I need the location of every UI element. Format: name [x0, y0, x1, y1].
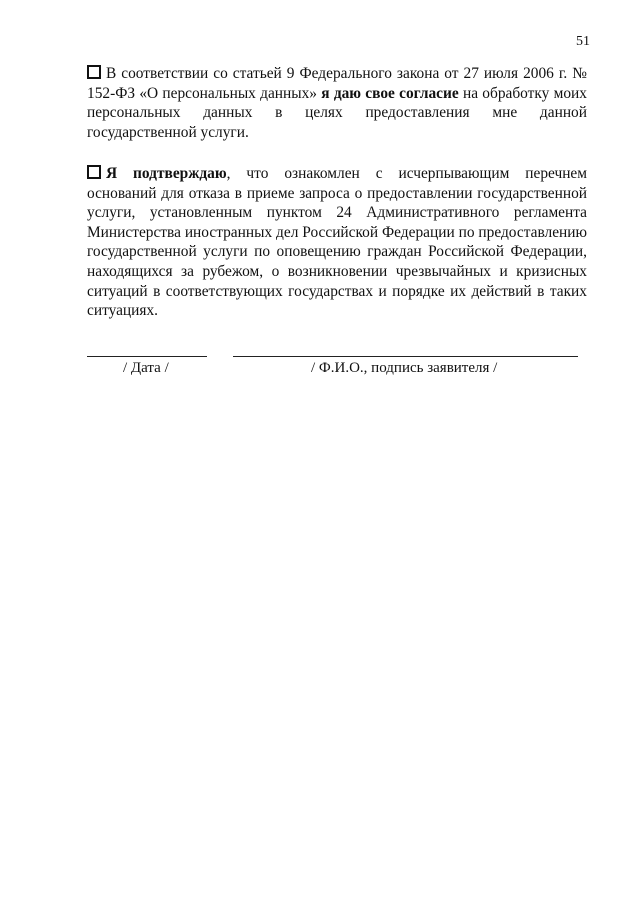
page-number: 51: [576, 34, 590, 49]
name-signature-label: / Ф.И.О., подпись заявителя /: [311, 360, 498, 376]
confirmation-bold-text: Я подтверждаю: [106, 165, 227, 182]
consent-text-after: на обработку моих персональных данных в целях предоставления мне данной государственной услуги.: [87, 84, 587, 141]
confirmation-paragraph: [87, 164, 587, 321]
consent-checkbox[interactable]: [87, 65, 101, 79]
consent-text-before: В соответствии со статьей 9 Федерального закона от 27 июля 2006 г. № 152-ФЗ «О персональных данных»: [87, 65, 587, 102]
date-signature-line[interactable]: [87, 356, 207, 357]
consent-bold-text: я даю свое согласие: [321, 84, 459, 102]
confirmation-text-after: , что ознакомлен с исчерпывающим перечнем оснований для отказа в приеме запроса о предоставлении государственной услуги, установленным пунктом 24 Административного регламента Министерства иностранных дел Российской Федерации по предоставлению государственной услуги по оповещению граждан Российской Федерации, находящихся за рубежом, о возникновении чрезвычайных и кризисных ситуаций в соответствующих государствах и порядке их действий в таких ситуациях.: [87, 165, 588, 320]
consent-paragraph: [87, 64, 587, 142]
confirmation-checkbox[interactable]: [87, 165, 101, 179]
name-signature-line[interactable]: [233, 356, 578, 357]
date-label: / Дата /: [123, 360, 169, 376]
